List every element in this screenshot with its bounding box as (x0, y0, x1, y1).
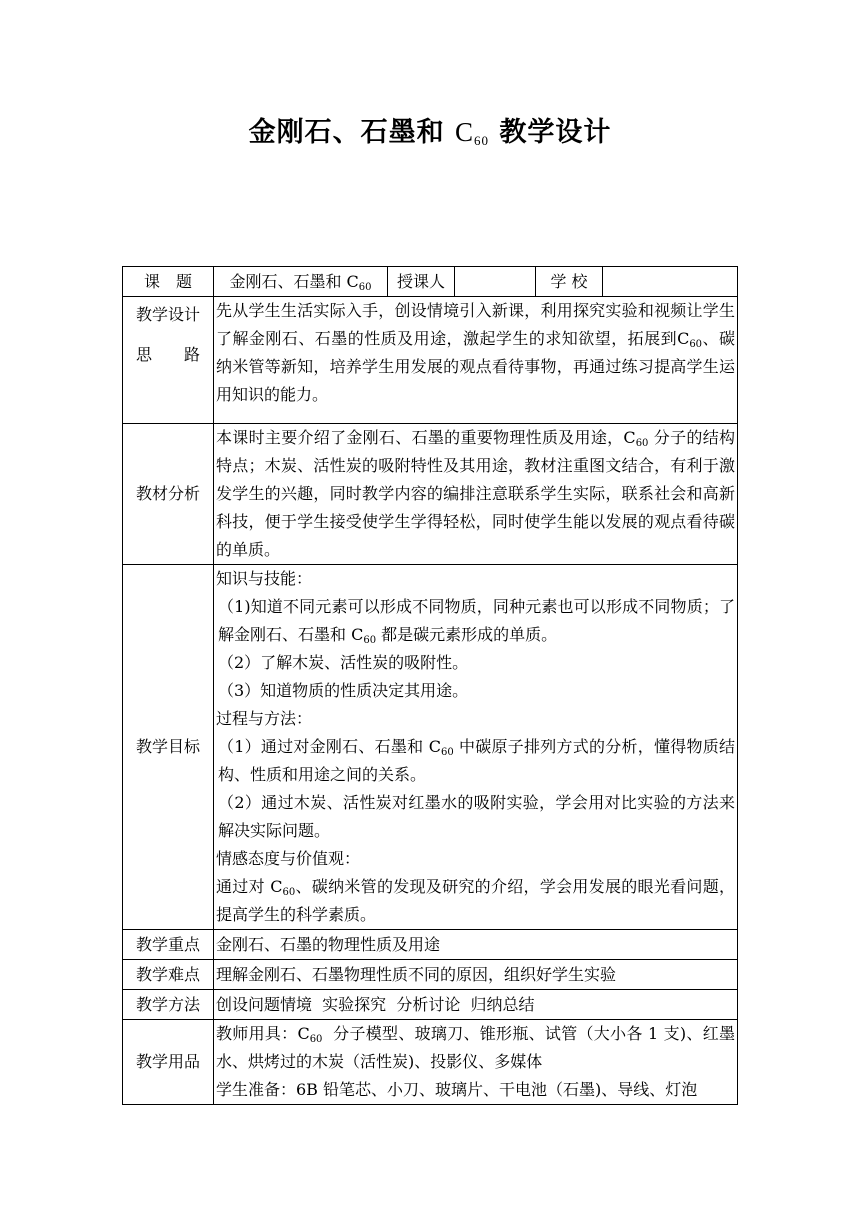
title-c60: $C_{60}$ (454, 117, 489, 148)
document-title (0, 110, 860, 149)
process-heading: 过程与方法： (216, 709, 313, 728)
title-text: 金刚石、石墨和 (248, 117, 445, 148)
design-content: 先从学生生活实际入手，创设情境引入新课，利用探究实验和视频让学生了解金刚石、石墨的性质及用途，激起学生的求知欲望，拓展到$C_{60}$、碳纳米管等新知，培养学生用发展的观点看待事物，再通过练习提高学生运用知识的能力。 (214, 297, 738, 424)
difficulties-content: 理解金刚石、石墨物理性质不同的原因，组织好学生实验 (214, 960, 738, 990)
header-row (123, 267, 738, 297)
teacher-label: 授课人 (388, 267, 455, 297)
emotion-heading: 情感态度与价值观： (216, 849, 361, 868)
goal-e1: 通过对 $C_{60}$、碳纳米管的发现及研究的介绍，学会用发展的眼光看问题，提高学生的科学素质。 (216, 877, 735, 924)
goals-row (123, 565, 738, 930)
goals-content (214, 565, 738, 930)
title-suffix: 教学设计 (499, 117, 612, 148)
goal-k3: （3）知道物质的性质决定其用途。 (218, 681, 469, 700)
design-label-line2: 思 路 (135, 345, 200, 364)
methods-content: 创设问题情境 实验探究 分析讨论 归纳总结 (214, 990, 738, 1020)
materials-teacher: 教师用具：$C_{60}$ 分子模型、玻璃刀、锥形瓶、试管（大小各 1 支)、红墨水、烘烤过的木炭（活性炭)、投影仪、多媒体 (216, 1024, 735, 1071)
methods-row (123, 990, 738, 1020)
materials-label: 教学用品 (123, 1020, 214, 1105)
key-points-content: 金刚石、石墨的物理性质及用途 (214, 930, 738, 960)
materials-content (214, 1020, 738, 1105)
goal-p1: （1）通过对金刚石、石墨和 $C_{60}$ 中碳原子排列方式的分析，懂得物质结构、性质和用途之间的关系。 (218, 737, 735, 784)
knowledge-heading: 知识与技能： (216, 569, 313, 588)
materials-student: 学生准备：6B 铅笔芯、小刀、玻璃片、干电池（石墨)、导线、灯泡 (216, 1080, 698, 1099)
design-row (123, 297, 738, 424)
analysis-row (123, 424, 738, 565)
school-value[interactable] (603, 267, 738, 297)
goal-p2: （2）通过木炭、活性炭对红墨水的吸附实验，学会用对比实验的方法来解决实际问题。 (218, 793, 735, 840)
school-label: 学 校 (536, 267, 603, 297)
goal-k1: （1)知道不同元素可以形成不同物质，同种元素也可以形成不同物质；了解金刚石、石墨和 $C_{60}$ 都是碳元素形成的单质。 (218, 597, 735, 646)
teacher-value[interactable] (455, 267, 536, 297)
topic-label: 课 题 (123, 267, 214, 297)
lesson-plan-table (122, 266, 738, 1105)
design-label-line1: 教学设计 (135, 305, 200, 324)
goals-label: 教学目标 (123, 565, 214, 930)
analysis-content: 本课时主要介绍了金刚石、石墨的重要物理性质及用途，$C_{60}$ 分子的结构特点；木炭、活性炭的吸附特性及其用途，教材注重图文结合，有利于激发学生的兴趣，同时教学内容的编排注意联系学生实际，联系社会和高新科技，便于学生接受使学生学得轻松，同时使学生能以发展的观点看待碳的单质。 (214, 424, 738, 565)
key-points-row (123, 930, 738, 960)
key-points-label: 教学重点 (123, 930, 214, 960)
goal-k2: （2）了解木炭、活性炭的吸附性。 (218, 653, 469, 672)
methods-label: 教学方法 (123, 990, 214, 1020)
difficulties-label: 教学难点 (123, 960, 214, 990)
topic-value: 金刚石、石墨和 $C_{60}$ (214, 267, 388, 297)
design-label (123, 297, 214, 424)
difficulties-row (123, 960, 738, 990)
materials-row (123, 1020, 738, 1105)
analysis-label: 教材分析 (123, 424, 214, 565)
